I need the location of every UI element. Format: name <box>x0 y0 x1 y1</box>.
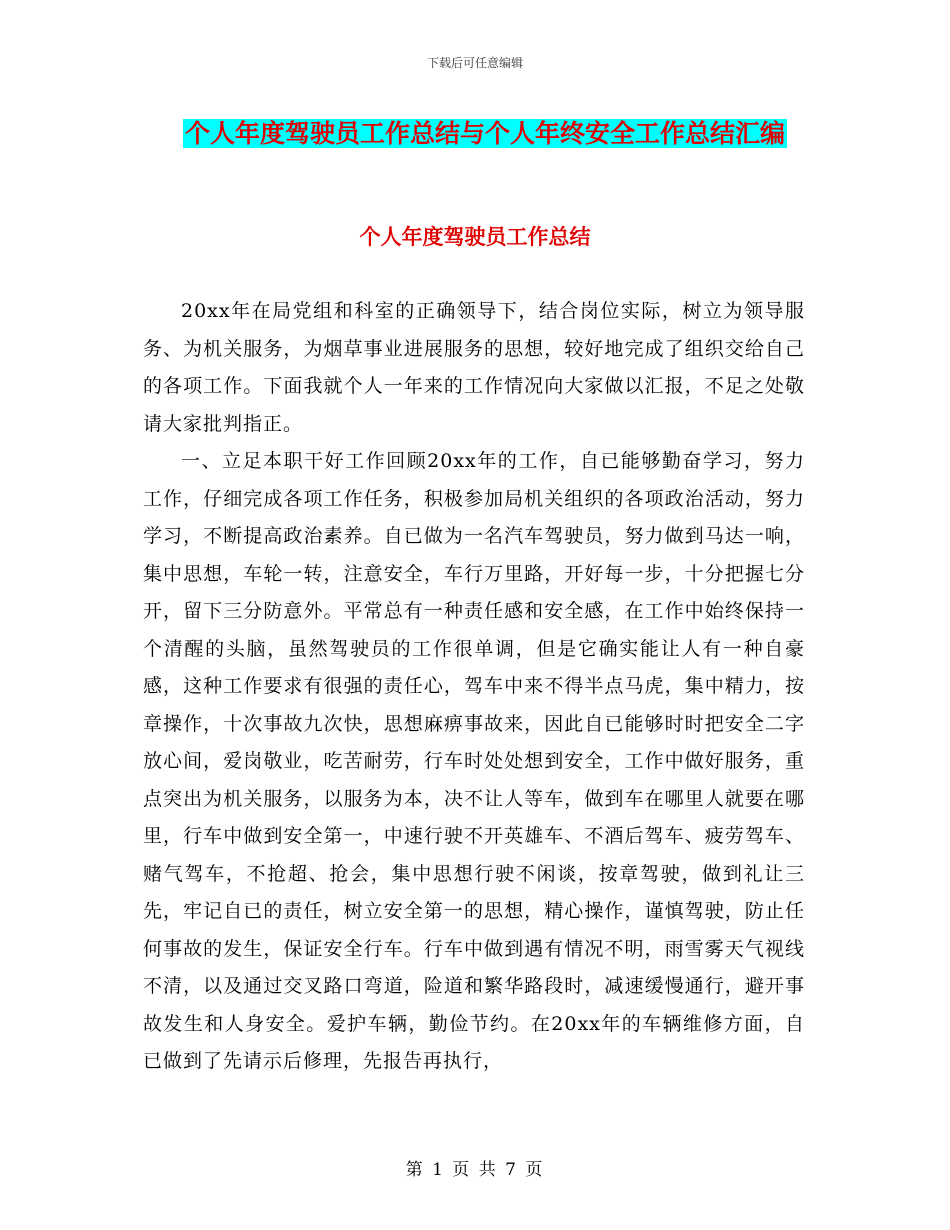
document-title-text: 个人年度驾驶员工作总结与个人年终安全工作总结汇编 <box>184 119 785 148</box>
document-title <box>150 112 820 156</box>
header-note: 下载后可任意编辑 <box>426 56 523 70</box>
paragraph: 一、立足本职干好工作回顾20xx年的工作，自已能够勤奋学习，努力工作，仔细完成各项工作任务，积极参加局机关组织的各项政治活动，努力学习，不断提高政治素养。自已做为一名汽车驾驶员，努力做到马达一响，集中思想，车轮一转，注意安全，车行万里路，开好每一步，十分把握七分开，留下三分防意外。平常总有一种责任感和安全感，在工作中始终保持一个清醒的头脑，虽然驾驶员的工作很单调，但是它确实能让人有一种自豪感，这种工作要求有很强的责任心，驾车中来不得半点马虎，集中精力，按章操作，十次事故九次快，思想麻痹事故来，因此自已能够时时把安全二字放心间，爱岗敬业，吃苦耐劳，行车时处处想到安全，工作中做好服务，重点突出为机关服务，以服务为本，决不让人等车，做到车在哪里人就要在哪里，行车中做到安全第一，中速行驶不开英雄车、不酒后驾车、疲劳驾车、赌气驾车，不抢超、抢会，集中思想行驶不闲谈，按章驾驶，做到礼让三先，牢记自已的责任，树立安全第一的思想，精心操作，谨慎驾驶，防止任何事故的发生，保证安全行车。行车中做到遇有情况不明，雨雪雾天气视线不清，以及通过交叉路口弯道，险道和繁华路段时，减速缓慢通行，避开事故发生和人身安全。爱护车辆，勤俭节约。在20xx年的车辆维修方面，自已做到了先请示后修理，先报告再执行， <box>143 450 805 1072</box>
body-text <box>143 293 805 1081</box>
paragraph: 20xx年在局党组和科室的正确领导下，结合岗位实际，树立为领导服务、为机关服务，为烟草事业进展服务的思想，较好地完成了组织交给自己的各项工作。下面我就个人一年来的工作情况向大家做以汇报，不足之处敬请大家批判指正。 <box>143 300 805 435</box>
page-number: 第 1 页 共 7 页 <box>405 1160 545 1180</box>
section-title: 个人年度驾驶员工作总结 <box>359 224 591 249</box>
